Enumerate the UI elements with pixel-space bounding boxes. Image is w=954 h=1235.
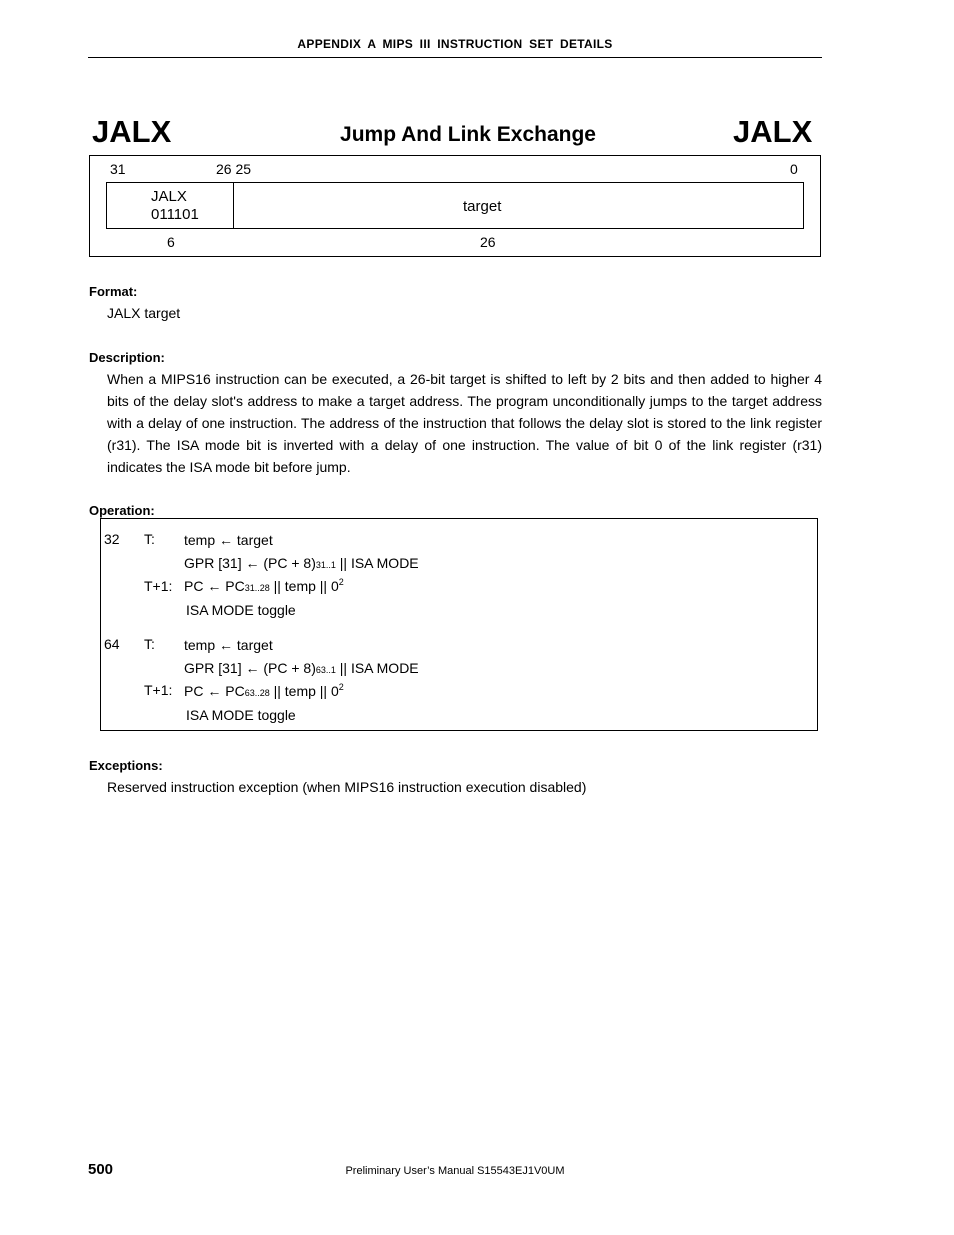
op-line: ISA MODE toggle <box>186 602 296 618</box>
op-t1-label: T+1: <box>144 578 173 594</box>
bit-26-25-label: 26 25 <box>216 161 252 177</box>
op-width-64: 64 <box>104 636 120 652</box>
bit-31-label: 31 <box>110 161 126 177</box>
op-t-label: T: <box>144 636 155 652</box>
op-line: ISA MODE toggle <box>186 707 296 723</box>
op-width-32: 32 <box>104 531 120 547</box>
bit-0-label: 0 <box>790 161 798 177</box>
opcode-bits: 011101 <box>151 206 199 223</box>
mnemonic-right: JALX <box>733 114 813 149</box>
page-number: 500 <box>88 1161 114 1178</box>
op-line: GPR [31] ← (PC + 8)63..1 || ISA MODE <box>184 660 419 676</box>
op-line: temp ← target <box>184 637 273 653</box>
footer-title: Preliminary User’s Manual S15543EJ1V0UM <box>345 1165 565 1177</box>
description-text: When a MIPS16 instruction can be executed, a 26-bit target is shifted to left by 2 bits and then added to higher 4 bits of the delay slot's address to make a target address. The program unconditionally jumps to the target address with a delay of one instruction. The address of the instruction that follows the delay slot is stored to the link register (r31). The ISA mode bit is inverted with a delay of one instruction. The value of bit 0 of the link register (r31) indicates the ISA mode bit before jump. <box>107 371 822 475</box>
op-line: GPR [31] ← (PC + 8)31..1 || ISA MODE <box>184 555 419 571</box>
op-line: temp ← target <box>184 532 273 548</box>
op-t-label: T: <box>144 531 155 547</box>
operation-heading: Operation: <box>89 503 155 518</box>
op-line: PC ← PC31..28 || temp || $0^2$ <box>184 577 344 594</box>
description-heading: Description: <box>89 350 165 365</box>
header-rule <box>88 57 822 58</box>
field-separator <box>233 182 234 229</box>
operation-box <box>100 518 818 731</box>
instruction-name: Jump And Link Exchange <box>340 123 596 146</box>
target-field-label: target <box>463 198 502 215</box>
op-line: PC ← PC63..28 || temp || $0^2$ <box>184 682 344 699</box>
format-text: JALX target <box>107 305 181 321</box>
field-box <box>106 182 804 229</box>
target-width: 26 <box>480 234 496 250</box>
opcode-name: JALX <box>151 188 187 205</box>
opcode-width: 6 <box>167 234 175 250</box>
op-t1-label: T+1: <box>144 682 173 698</box>
mnemonic-left: JALX <box>92 114 172 149</box>
running-header: APPENDIX A MIPS III INSTRUCTION SET DETAILS <box>297 37 613 51</box>
exceptions-text: Reserved instruction exception (when MIPS16 instruction execution disabled) <box>107 779 587 795</box>
exceptions-heading: Exceptions: <box>89 758 163 773</box>
format-heading: Format: <box>89 284 138 299</box>
